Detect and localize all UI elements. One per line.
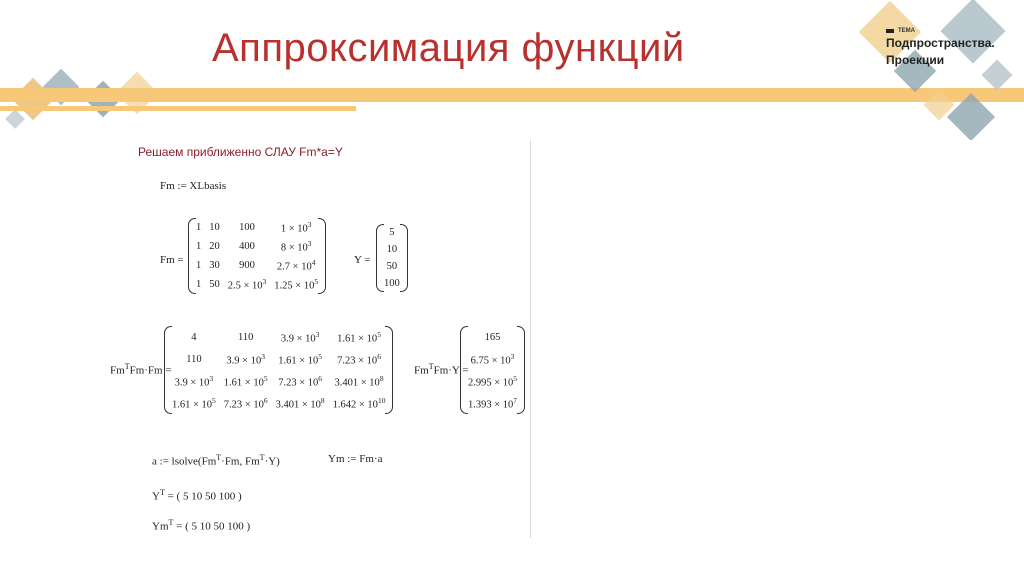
matrix-cell: $1 \times 10^3$ xyxy=(280,220,312,235)
vector-row xyxy=(464,326,521,348)
matrix-row xyxy=(192,218,322,237)
yt-result: $Y^T$ = ( 5 10 50 100 ) xyxy=(152,488,242,503)
right-diamonds xyxy=(859,0,1013,140)
fmty-vector xyxy=(464,326,521,414)
matrix-cell: 4 xyxy=(191,331,197,343)
section-heading: Решаем приближенно СЛАУ Fm*a=Y xyxy=(138,145,343,159)
matrix-row xyxy=(192,237,322,256)
matrix-cell: $3.9 \times 10^3$ xyxy=(280,329,320,345)
matrix-cell: 1 xyxy=(196,222,202,233)
matrix-cell: 50 xyxy=(209,279,220,290)
matrix-cell: $2.7 \times 10^4$ xyxy=(276,258,316,273)
fmtfm-matrix xyxy=(168,326,389,414)
vector-row xyxy=(464,348,521,370)
fm-label: Fm = xyxy=(160,254,184,266)
content-divider xyxy=(530,140,531,538)
matrix-cell: $3.401 \times 10^8$ xyxy=(275,395,325,411)
matrix-row xyxy=(168,348,389,370)
vector-cell: $6.75 \times 10^3$ xyxy=(470,351,515,367)
matrix-cell: $1.61 \times 10^5$ xyxy=(278,351,323,367)
matrix-cell: 100 xyxy=(239,222,255,233)
matrix-cell: 1 xyxy=(196,279,202,290)
matrix-cell: $1.61 \times 10^5$ xyxy=(337,329,381,345)
topic-label-text: ТЕМА xyxy=(898,28,915,34)
matrix-row xyxy=(192,256,322,275)
ym-definition: Ym := Fm·a xyxy=(328,453,383,465)
matrix-cell: $1.61 \times 10^5$ xyxy=(223,373,268,389)
matrix-cell: 10 xyxy=(209,222,220,233)
matrix-cell: 110 xyxy=(186,353,202,365)
matrix-cell: $3.9 \times 10^3$ xyxy=(226,351,265,367)
matrix-cell: 20 xyxy=(209,241,220,252)
slide-title: Аппроксимация функций xyxy=(212,26,685,70)
matrix-cell: 400 xyxy=(239,241,255,252)
y-vector xyxy=(380,224,404,292)
vector-row xyxy=(464,370,521,392)
vector-cell: $1.393 \times 10^7$ xyxy=(468,395,518,411)
matrix-cell: 900 xyxy=(239,260,255,271)
matrix-cell: $3.401 \times 10^8$ xyxy=(334,373,384,389)
matrix-row xyxy=(168,370,389,392)
vector-cell: 50 xyxy=(386,261,398,272)
vector-cell: 100 xyxy=(384,278,400,289)
ymt-result: $Ym^T$ = ( 5 10 50 100 ) xyxy=(152,518,251,533)
topic-logo xyxy=(886,28,995,68)
matrix-row xyxy=(192,275,322,294)
matrix-cell: $7.23 \times 10^6$ xyxy=(337,351,381,367)
matrix-cell: $2.5 \times 10^3$ xyxy=(227,277,267,292)
topic-name-line1: Подпространства. xyxy=(886,36,995,50)
matrix-cell: 1 xyxy=(196,260,202,271)
matrix-cell: $7.23 \times 10^6$ xyxy=(223,395,268,411)
matrix-cell: 1 xyxy=(196,241,202,252)
matrix-cell: 110 xyxy=(238,331,254,343)
vector-cell: 165 xyxy=(484,331,501,343)
topic-marker-icon xyxy=(886,29,894,33)
matrix-row xyxy=(168,392,389,414)
matrix-cell: $1.61 \times 10^5$ xyxy=(172,395,216,411)
matrix-cell: $7.23 \times 10^6$ xyxy=(278,373,323,389)
fm-definition: Fm := XLbasis xyxy=(160,180,227,192)
matrix-cell: $1.642 \times 10^{10}$ xyxy=(332,395,386,411)
fmty-label: $Fm^TFm\cdot Y$ = xyxy=(414,362,469,377)
matrix-row xyxy=(168,326,389,348)
vector-cell: 10 xyxy=(386,244,398,255)
fm-matrix xyxy=(192,218,322,294)
y-label: Y = xyxy=(354,254,371,266)
vector-cell: 5 xyxy=(389,227,395,238)
matrix-cell: $1.25 \times 10^5$ xyxy=(274,277,319,292)
topic-name-line2: Проекции xyxy=(886,53,945,67)
vector-row xyxy=(464,392,521,414)
vector-cell: $2.995 \times 10^5$ xyxy=(468,373,518,389)
topic-label xyxy=(886,28,995,34)
stripe-short xyxy=(0,106,356,111)
matrix-cell: $3.9 \times 10^3$ xyxy=(174,373,214,389)
matrix-cell: $8 \times 10^3$ xyxy=(280,239,312,254)
matrix-cell: 30 xyxy=(209,260,220,271)
fmtfm-label: $Fm^TFm\cdot Fm$ = xyxy=(110,362,172,377)
stripe-main xyxy=(0,88,1024,102)
a-definition: a := $lsolve(Fm^T\cdot Fm$, $Fm^T\cdot Y$) xyxy=(152,453,280,468)
